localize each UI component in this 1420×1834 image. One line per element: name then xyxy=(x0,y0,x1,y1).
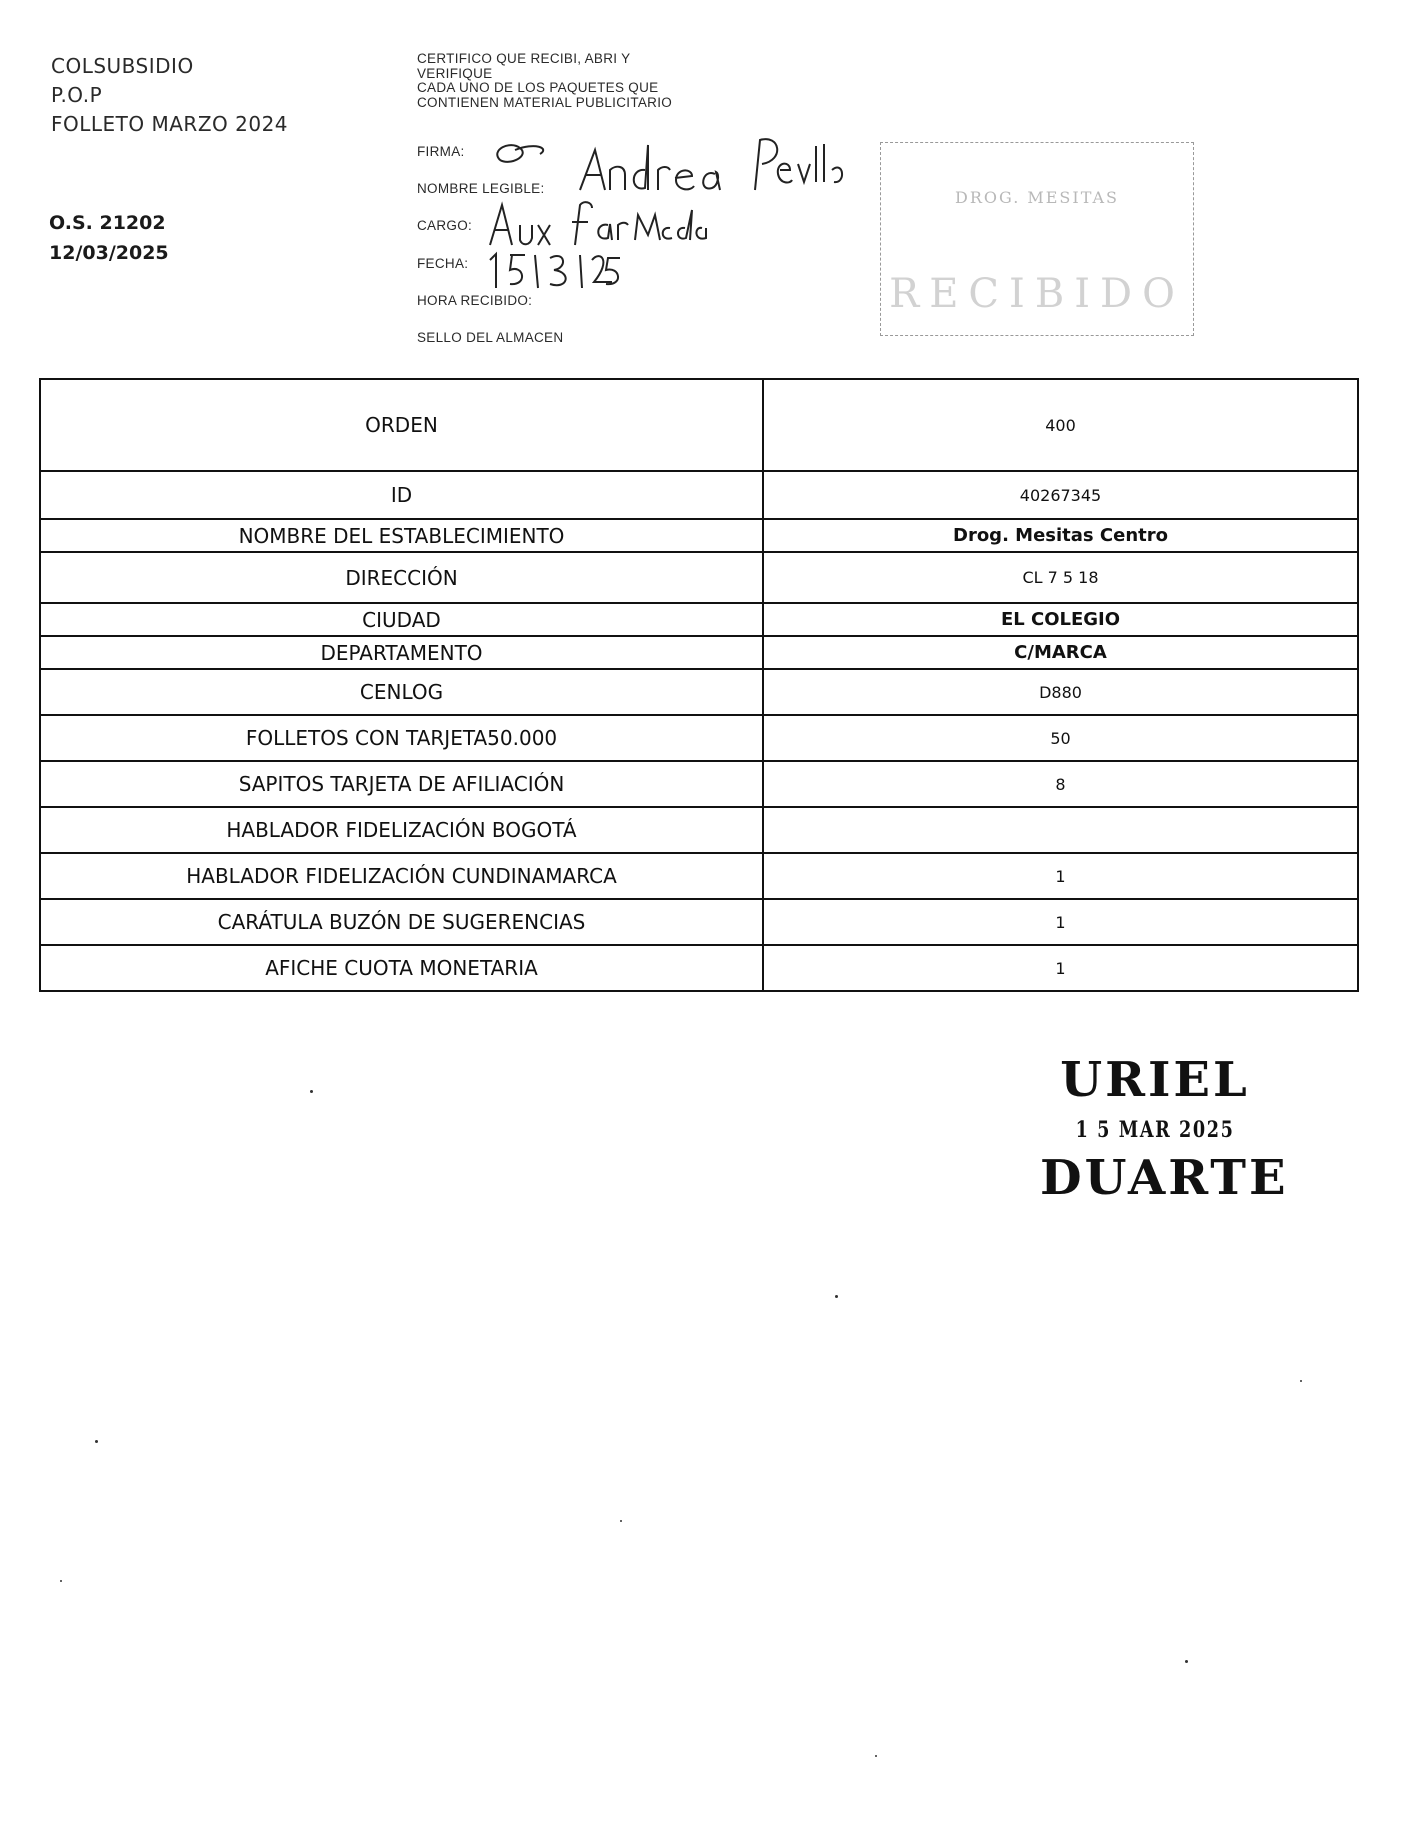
row-value: 40267345 xyxy=(763,471,1358,519)
row-value: Drog. Mesitas Centro xyxy=(763,519,1358,552)
hora-label: HORA RECIBIDO: xyxy=(417,293,533,308)
row-value: C/MARCA xyxy=(763,636,1358,669)
row-label: SAPITOS TARJETA DE AFILIACIÓN xyxy=(40,761,763,807)
row-label: ORDEN xyxy=(40,379,763,471)
company-header xyxy=(51,52,288,139)
row-label: ID xyxy=(40,471,763,519)
row-value: 1 xyxy=(763,853,1358,899)
nombre-label: NOMBRE LEGIBLE: xyxy=(417,181,545,196)
folleto-label: FOLLETO MARZO 2024 xyxy=(51,112,289,136)
order-service-block xyxy=(49,208,169,268)
order-service-date: 12/03/2025 xyxy=(49,242,169,264)
row-value: EL COLEGIO xyxy=(763,603,1358,636)
delivery-stamp xyxy=(1040,1050,1289,1206)
cargo-label: CARGO: xyxy=(417,218,473,233)
warehouse-stamp xyxy=(880,142,1194,336)
row-value: 50 xyxy=(763,715,1358,761)
delivery-stamp-last-name: DUARTE xyxy=(1040,1150,1289,1206)
company-name: COLSUBSIDIO xyxy=(51,54,194,78)
row-label: NOMBRE DEL ESTABLECIMIENTO xyxy=(40,519,763,552)
row-value: D880 xyxy=(763,669,1358,715)
table-row xyxy=(40,552,1358,603)
row-label: CIUDAD xyxy=(40,603,763,636)
row-label: CENLOG xyxy=(40,669,763,715)
row-value: 1 xyxy=(763,899,1358,945)
certificate-line: CERTIFICO QUE RECIBI, ABRI Y xyxy=(417,51,631,66)
table-row xyxy=(40,899,1358,945)
table-row xyxy=(40,379,1358,471)
warehouse-stamp-recibido: RECIBIDO xyxy=(889,271,1185,317)
scan-speck xyxy=(1185,1660,1188,1663)
table-row xyxy=(40,669,1358,715)
row-value: 400 xyxy=(763,379,1358,471)
order-service-number: O.S. 21202 xyxy=(49,212,166,234)
firma-label: FIRMA: xyxy=(417,144,465,159)
delivery-stamp-first-name: URIEL xyxy=(1060,1052,1250,1108)
row-label: DEPARTAMENTO xyxy=(40,636,763,669)
scan-speck xyxy=(95,1440,98,1443)
certificate-line: VERIFIQUE xyxy=(417,65,493,81)
certificate-line: CADA UNO DE LOS PAQUETES QUE xyxy=(417,80,659,95)
scan-speck xyxy=(310,1090,313,1093)
sello-label: SELLO DEL ALMACEN xyxy=(417,330,564,345)
certificate-line: CONTIENEN MATERIAL PUBLICITARIO xyxy=(417,94,673,110)
scan-speck xyxy=(875,1755,877,1757)
scan-speck xyxy=(835,1295,838,1298)
scan-speck xyxy=(60,1580,62,1582)
table-row xyxy=(40,636,1358,669)
delivery-table xyxy=(39,378,1359,992)
row-label: CARÁTULA BUZÓN DE SUGERENCIAS xyxy=(40,899,763,945)
row-value: 8 xyxy=(763,761,1358,807)
row-label: DIRECCIÓN xyxy=(40,552,763,603)
table-row xyxy=(40,807,1358,853)
row-value xyxy=(763,807,1358,853)
row-label: AFICHE CUOTA MONETARIA xyxy=(40,945,763,991)
scan-speck xyxy=(620,1520,622,1522)
table-row xyxy=(40,519,1358,552)
table-row xyxy=(40,603,1358,636)
fecha-label: FECHA: xyxy=(417,256,469,271)
pop-label: P.O.P xyxy=(51,83,103,107)
row-label: HABLADOR FIDELIZACIÓN CUNDINAMARCA xyxy=(40,853,763,899)
row-value: CL 7 5 18 xyxy=(763,552,1358,603)
delivery-stamp-date: 1 5 MAR 2025 xyxy=(1075,1117,1235,1143)
table-row xyxy=(40,945,1358,991)
row-label: FOLLETOS CON TARJETA50.000 xyxy=(40,715,763,761)
table-row xyxy=(40,471,1358,519)
warehouse-stamp-name: DROG. MESITAS xyxy=(954,188,1120,207)
row-label: HABLADOR FIDELIZACIÓN BOGOTÁ xyxy=(40,807,763,853)
scan-speck xyxy=(1300,1380,1302,1382)
handwritten-signature xyxy=(480,130,900,290)
row-value: 1 xyxy=(763,945,1358,991)
table-row xyxy=(40,761,1358,807)
table-row xyxy=(40,715,1358,761)
table-row xyxy=(40,853,1358,899)
certificate-text xyxy=(417,52,672,110)
